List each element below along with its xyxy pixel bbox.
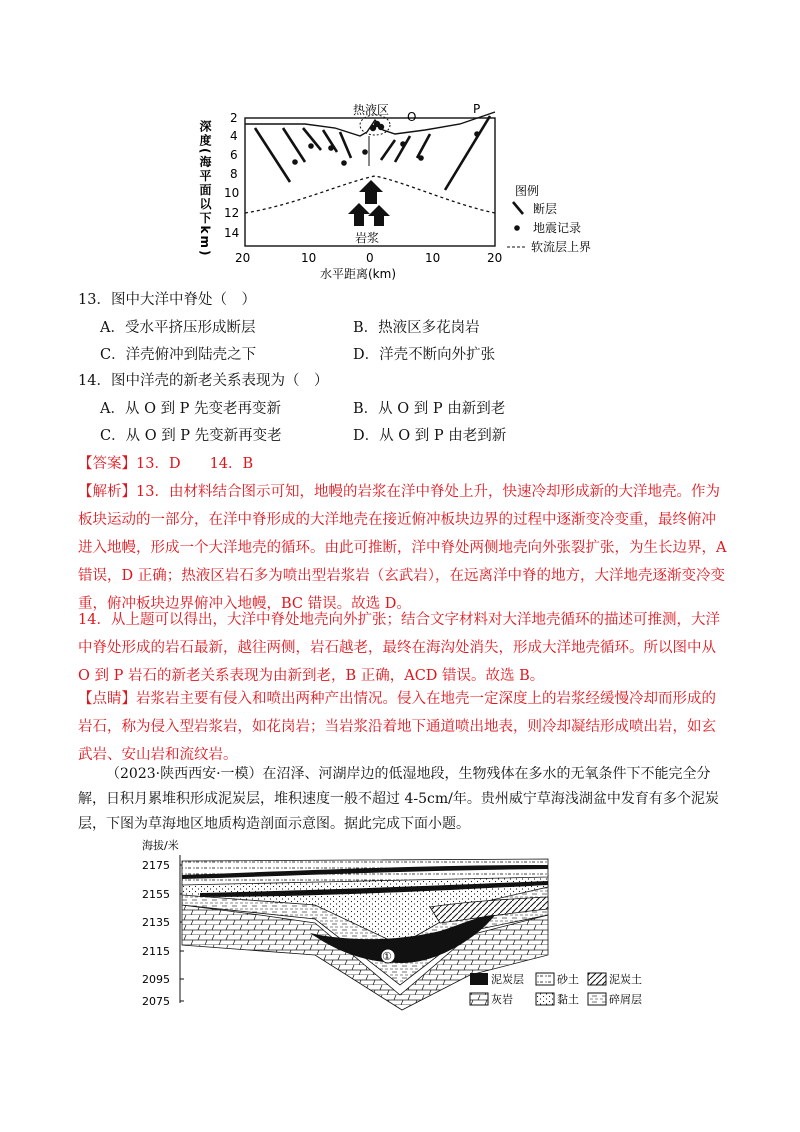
fig1-label-p: P [473, 102, 481, 116]
fig1-xtick: 10 [425, 251, 441, 265]
fig1-label-hot: 热液区 [353, 103, 390, 117]
q14-option-c: C．从 O 到 P 先变新再变老 [100, 428, 282, 444]
fig1-ytick: 2 [230, 111, 238, 125]
fig1-y-title: 深度(海平面以下km) [198, 120, 212, 258]
fig1-ytick: 14 [224, 226, 240, 240]
fig1-ytick: 8 [230, 167, 238, 181]
fig1-label-o: O [407, 110, 417, 124]
fig2-marker-1: ① [382, 950, 392, 963]
fig2-ytick: 2155 [142, 888, 170, 901]
fig2-ytick: 2095 [142, 973, 170, 986]
fig1-ytick: 12 [224, 206, 240, 220]
fig1-ytick: 4 [230, 129, 238, 143]
fig1-ytick: 10 [224, 186, 240, 200]
fig1-legend-fault: 断层 [533, 202, 558, 216]
passage: （2023·陕西西安·一模）在沼泽、河湖岸边的低湿地段，生物残体在多水的无氧条件下不能完全分解，日积月累堆积形成泥炭层，堆积速度一般不超过 4-5cm/年。贵州威宁草海浅湖盆中发育有多个泥炭层，下图为草海地区地质构造剖面示意图。据此完成下面小题。 [78, 766, 719, 832]
fig1-xtick: 10 [301, 251, 317, 265]
q14-option-a: A．从 O 到 P 先变老再变新 [100, 401, 282, 417]
fig1-x-title: 水平距离(km) [320, 267, 397, 281]
tip: 【点睛】岩浆岩主要有侵入和喷出两种产出情况。侵入在地壳一定深度上的岩浆经缓慢冷却而形成的岩石，称为侵入型岩浆岩，如花岗岩；当岩浆沿着地下通道喷出地表，则冷却凝结形成喷出岩，如玄武岩、安山岩和流纹岩。 [78, 691, 716, 763]
q13-option-d: D．洋壳不断向外扩张 [353, 347, 496, 363]
answer: 【答案】13．D 14．B [78, 456, 254, 472]
fig1-label-magma: 岩浆 [355, 231, 380, 245]
fig2-ytick: 2175 [142, 859, 170, 872]
analysis-13: 【解析】13．由材料结合图示可知，地幔的岩浆在洋中脊处上升，快速冷却形成新的大洋地壳。作为板块运动的一部分，在洋中脊形成的大洋地壳在接近俯冲板块边界的过程中逐渐变冷变重，最终俯冲进入地幔，形成一个大洋地壳的循环。由此可推断，洋中脊处两侧地壳向外张裂扩张，为生长边界，A 错误，D 正确；热液区岩石多为喷出型岩浆岩（玄武岩），在远离洋中脊的地方，大洋地壳逐渐变冷变重，俯冲板块边界俯冲入地幔，BC 错误。故选 D。 [78, 484, 727, 612]
fig2-ytick: 2075 [142, 995, 170, 1008]
q14-stem: 14．图中洋壳的新老关系表现为（ ） [78, 373, 329, 389]
q14-option-b: B．从 O 到 P 由新到老 [353, 401, 506, 417]
q13-option-b: B．热液区多花岗岩 [353, 320, 480, 336]
fig2-y-ticks [142, 859, 170, 1008]
fig1-y-ticks [224, 111, 239, 240]
fig2-ytick: 2135 [142, 916, 170, 929]
figure-geologic-section [140, 835, 660, 1015]
q13-stem: 13．图中大洋中脊处（ ） [78, 292, 256, 308]
fig1-xtick: 20 [487, 251, 503, 265]
legend-limestone: 灰岩 [491, 993, 513, 1006]
fig1-magma-arrows [348, 180, 390, 226]
legend-peat-soil: 泥炭土 [609, 973, 642, 986]
q13-option-a: A．受水平挤压形成断层 [100, 320, 256, 336]
fig2-legend [470, 972, 642, 1006]
q14-option-d: D．从 O 到 P 由老到新 [353, 428, 507, 444]
q13-option-c: C．洋壳俯冲到陆壳之下 [100, 347, 257, 363]
legend-sand: 砂土 [557, 973, 579, 986]
fig1-x-ticks [235, 251, 502, 265]
legend-clay: 黏土 [557, 993, 579, 1006]
fig1-ytick: 6 [230, 148, 238, 162]
legend-peat: 泥炭层 [491, 973, 524, 986]
fig1-xtick: 20 [235, 251, 251, 265]
figure-mid-ocean-ridge [195, 100, 615, 290]
fig1-legend-soft: 软流层上界 [531, 240, 592, 254]
fig2-y-title: 海拔/米 [142, 839, 179, 852]
fig1-legend-title: 图例 [515, 184, 540, 198]
analysis-14: 14．从上题可以得出，大洋中脊处地壳向外扩张；结合文字材料对大洋地壳循环的描述可推测，大洋中脊处形成的岩石最新，越往两侧，岩石越老，最终在海沟处消失，形成大洋地壳循环。所以图中从 O 到 P 岩石的新老关系表现为由新到老，B 正确，ACD 错误。故选 B。 [78, 612, 720, 684]
legend-debris: 碎屑层 [609, 993, 642, 1006]
fig1-quakes [292, 121, 480, 166]
fig2-ytick: 2115 [142, 945, 170, 958]
fig1-xtick: 0 [366, 251, 374, 265]
fig1-legend-quake: 地震记录 [533, 221, 582, 235]
